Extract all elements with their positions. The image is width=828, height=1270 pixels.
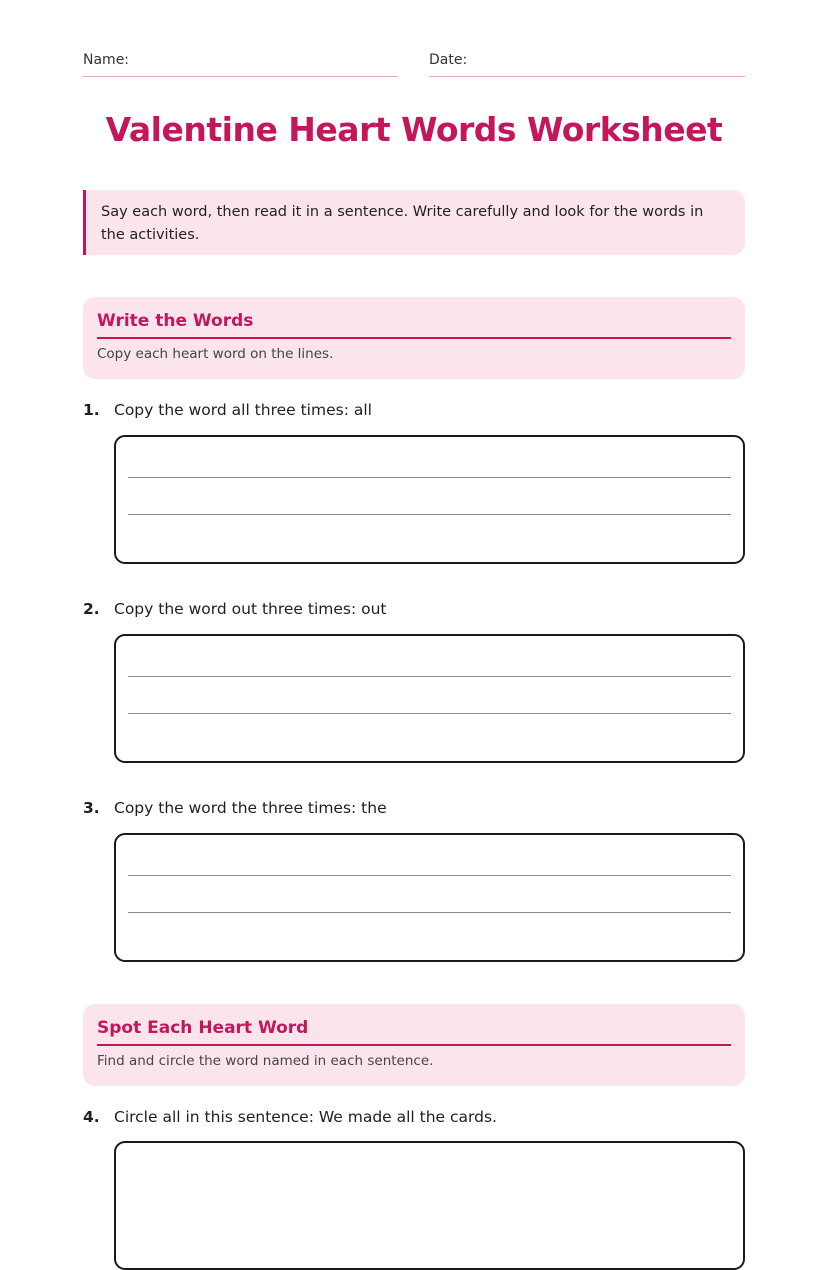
writing-line — [128, 676, 731, 677]
header-fields — [83, 52, 745, 78]
page-title: Valentine Heart Words Worksheet — [105, 110, 723, 149]
instructions-text: Say each word, then read it in a sentence. Write carefully and look for the words in the activities. — [101, 204, 704, 243]
date-field[interactable] — [429, 52, 745, 77]
question-text: Copy the word out three times: out — [114, 600, 387, 618]
section-title: Spot Each Heart Word — [97, 1018, 731, 1046]
writing-box[interactable] — [114, 833, 745, 962]
name-label: Name: — [83, 52, 130, 68]
question-text: Copy the word the three times: the — [114, 799, 387, 817]
writing-line — [128, 477, 731, 478]
name-field[interactable] — [83, 52, 398, 77]
section-subtitle: Copy each heart word on the lines. — [97, 346, 334, 362]
question-text: Circle all in this sentence: We made all the cards. — [114, 1108, 497, 1126]
answer-box[interactable] — [114, 1141, 745, 1270]
writing-box[interactable] — [114, 435, 745, 564]
instructions-callout — [83, 190, 745, 255]
question-text: Copy the word all three times: all — [114, 401, 372, 419]
date-label: Date: — [429, 52, 468, 68]
section-subtitle: Find and circle the word named in each sentence. — [97, 1053, 434, 1069]
question-number: 3. — [83, 799, 100, 817]
writing-box[interactable] — [114, 634, 745, 763]
section-spot-words — [83, 1004, 745, 1086]
writing-line — [128, 514, 731, 515]
writing-line — [128, 875, 731, 876]
writing-line — [128, 912, 731, 913]
question-number: 4. — [83, 1108, 100, 1126]
section-title: Write the Words — [97, 311, 731, 339]
section-write-words — [83, 297, 745, 379]
question-number: 1. — [83, 401, 100, 419]
question-number: 2. — [83, 600, 100, 618]
writing-line — [128, 713, 731, 714]
